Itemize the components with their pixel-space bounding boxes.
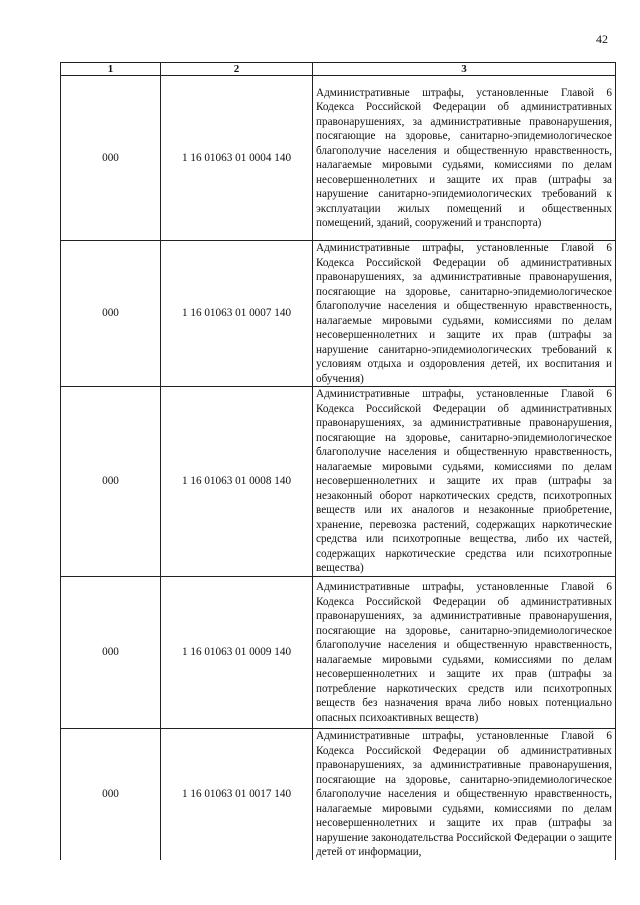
table-row [61, 387, 616, 577]
column-header-3: 3 [313, 63, 616, 76]
budget-classification-table [60, 62, 616, 860]
budget-classification-code: 1 16 01063 01 0017 140 [161, 729, 313, 860]
table-row [61, 577, 616, 729]
page-number: 42 [596, 32, 608, 46]
table-row [61, 729, 616, 860]
column-header-2: 2 [161, 63, 313, 76]
budget-classification-code: 1 16 01063 01 0004 140 [161, 76, 313, 241]
administrator-code: 000 [61, 729, 161, 860]
administrator-code: 000 [61, 577, 161, 729]
administrator-code: 000 [61, 241, 161, 387]
table-row [61, 241, 616, 387]
table-row [61, 76, 616, 241]
column-header-1: 1 [61, 63, 161, 76]
income-description: Административные штрафы, установленные Главой 6 Кодекса Российской Федерации об административных правонарушениях, за административные правонарушения, посягающие на здоровье, санитарно-эпидемиологическое благополучие населения и общественную нравственность, налагаемые мировыми судьями, комиссиями по делам несовершеннолетних и защите их прав (штрафы за потребление наркотических средств или психотропных веществ без назначения врача либо новых потенциально опасных психоактивных веществ) [313, 577, 616, 729]
table-header-row [61, 63, 616, 76]
income-description: Административные штрафы, установленные Главой 6 Кодекса Российской Федерации об административных правонарушениях, за административные правонарушения, посягающие на здоровье, санитарно-эпидемиологическое благополучие населения и общественную нравственность, налагаемые мировыми судьями, комиссиями по делам несовершеннолетних и защите их прав (штрафы за нарушение законодательства Российской Федерации о защите детей от информации, [313, 729, 616, 860]
budget-classification-code: 1 16 01063 01 0007 140 [161, 241, 313, 387]
budget-classification-code: 1 16 01063 01 0008 140 [161, 387, 313, 577]
income-description: Административные штрафы, установленные Главой 6 Кодекса Российской Федерации об административных правонарушениях, за административные правонарушения, посягающие на здоровье, санитарно-эпидемиологическое благополучие населения и общественную нравственность, налагаемые мировыми судьями, комиссиями по делам несовершеннолетних и защите их прав (штрафы за нарушение санитарно-эпидемиологических требований к условиям отдыха и оздоровления детей, их воспитания и обучения) [313, 241, 616, 387]
administrator-code: 000 [61, 387, 161, 577]
administrator-code: 000 [61, 76, 161, 241]
budget-classification-code: 1 16 01063 01 0009 140 [161, 577, 313, 729]
income-description: Административные штрафы, установленные Главой 6 Кодекса Российской Федерации об административных правонарушениях, за административные правонарушения, посягающие на здоровье, санитарно-эпидемиологическое благополучие населения и общественную нравственность, налагаемые мировыми судьями, комиссиями по делам несовершеннолетних и защите их прав (штрафы за нарушение санитарно-эпидемиологических требований к эксплуатации жилых помещений и общественных помещений, зданий, сооружений и транспорта) [313, 76, 616, 241]
income-description: Административные штрафы, установленные Главой 6 Кодекса Российской Федерации об административных правонарушениях, за административные правонарушения, посягающие на здоровье, санитарно-эпидемиологическое благополучие населения и общественную нравственность, налагаемые мировыми судьями, комиссиями по делам несовершеннолетних и защите их прав (штрафы за незаконный оборот наркотических средств, психотропных веществ или их аналогов и незаконные приобретение, хранение, перевозка растений, содержащих наркотические средства или психотропные вещества, либо их частей, содержащих наркотические средства или психотропные вещества) [313, 387, 616, 577]
